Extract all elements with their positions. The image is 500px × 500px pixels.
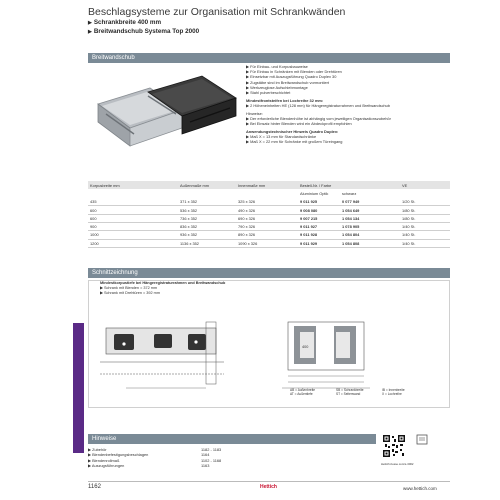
table-cell: 1 054 804: [342, 232, 360, 238]
col-header: [340, 181, 400, 189]
hint-item: ▶ Bei Einsatz hinter Blenden wird ein Abdeckprofil empfohlen: [246, 121, 352, 127]
min-item: ▶ 2 Höheneinheiten HE (128 mm) für Hängeregistraturrahmen und Breitwandschub: [246, 102, 391, 108]
table-cell: 1 054 649: [342, 207, 360, 213]
feature-item: ▶ Für Einbau- und Korpusbauweise: [246, 64, 308, 69]
table-cell: 1/40 St.: [402, 232, 416, 238]
tech-item: ▶ Maß X = 13 mm für Standardschränke: [246, 133, 317, 139]
table-cell: 1 078 905: [342, 224, 360, 230]
table-cell: 1/40 St.: [402, 224, 416, 230]
table-cell: 9 011 925: [300, 198, 318, 204]
footer-divider: [88, 481, 450, 482]
arrow-icon: ▶: [88, 20, 92, 26]
table-header-row: [88, 181, 450, 189]
table-row: [88, 198, 450, 206]
table-cell: 9 011 927: [300, 224, 318, 230]
table-cell: 936 x 352: [180, 232, 198, 238]
side-section-drawing: [96, 300, 256, 404]
hint-item: ▶ Der erforderliche Blendenhöhe ist abhängig vom jeweiligen Organisationszubehör: [246, 115, 391, 121]
feature-item: ▶ Stahl pulverbeschichtet: [246, 90, 291, 96]
table-cell: 1000: [90, 232, 99, 238]
chapter-tab: [73, 323, 84, 453]
hinweise-list: [88, 447, 241, 469]
col-subheader: schwarz: [342, 190, 357, 196]
arrow-icon: ▶: [88, 29, 92, 35]
note-item: ▶ Schrank mit Drehtüren = 392 mm: [100, 291, 161, 296]
feature-item: ▶ Für Einbau in Schränken mit Blenden oder Drehtüren: [246, 69, 342, 75]
front-section-drawing: [272, 318, 382, 398]
table-cell: 900: [90, 224, 97, 230]
col-header: Innenmaße mm: [238, 182, 266, 188]
subtitle-1: ▶ Schrankbreite 400 mm: [88, 19, 162, 26]
drawing-note: Mindestkorpustiefe bei Hängeregistraturrahmen und Breitwandschub ▶ Schrank mit Blenden = 372 mm ▶ Schrank mit Drehtüren = 392 mm: [100, 281, 226, 296]
qr-label: Hettich-hesse.com/s-3002: [381, 462, 414, 466]
table-cell: 736 x 352: [180, 215, 198, 221]
brand-logo: Hettich: [260, 484, 277, 490]
col-header: VE: [402, 182, 408, 188]
table-subheader-row: [88, 189, 450, 197]
qr-code-icon[interactable]: [382, 434, 406, 458]
product-images: [90, 64, 240, 174]
drawing-legend: AB = Außenbreite SB = Schrankbreite IB = Innenbreite AT = Außentiefe ST = Seitenwand X = Lochreihe: [290, 388, 405, 397]
note-item: ▶ Schrank mit Blenden = 372 mm: [100, 286, 158, 291]
table-cell: 1090 x 326: [238, 240, 258, 246]
table-row: [88, 214, 450, 222]
hinweis-row: ▶ Blendenrollmaß 1102 - 1168: [88, 457, 222, 463]
table-cell: 690 x 326: [238, 215, 256, 221]
table-cell: 890 x 326: [238, 232, 256, 238]
table-cell: 1200: [90, 240, 99, 246]
hint-title: Hinweise:: [246, 110, 263, 116]
table-cell: 1 054 134: [342, 215, 360, 221]
table-cell: 9 011 928: [300, 232, 318, 238]
col-header: Korpusbreite mm: [90, 182, 120, 188]
table-cell: 536 x 352: [180, 207, 198, 213]
col-header: Bestell-Nr. / Farbe: [300, 182, 332, 188]
feature-item: ▶ Werkzeuglose Aufschiebmontage: [246, 84, 308, 90]
table-row: [88, 206, 450, 214]
table-cell: 435: [90, 198, 97, 204]
col-subheader: Aluminium Optik: [300, 190, 329, 196]
table-cell: 371 x 352: [180, 198, 198, 204]
document-icon: [416, 434, 428, 445]
hinweis-row: ▶ Zubehör 1182 - 1183: [88, 447, 222, 452]
table-cell: 1/80 St.: [402, 207, 416, 213]
table-cell: 325 x 326: [238, 198, 256, 204]
table-cell: 600: [90, 207, 97, 213]
col-header: Außenmaße mm: [180, 182, 209, 188]
box-label: 400: [302, 345, 309, 349]
table-cell: 1/20 St.: [402, 198, 416, 204]
table-cell: 9 008 080: [300, 207, 318, 213]
table-cell: 1/40 St.: [402, 240, 416, 246]
table-cell: 1136 x 352: [180, 240, 199, 246]
section-bar-hinweise: Hinweise: [88, 434, 376, 444]
table-row: [88, 239, 450, 247]
table-cell: 600: [90, 215, 97, 221]
table-cell: 1/80 St.: [402, 215, 416, 221]
hinweis-row: ▶ Blendenbefestigungsbeschlagen 1164: [88, 452, 210, 458]
feature-item: ▶ Einsetzbar mit Auszugsführung Quadro Duplex 30: [246, 74, 337, 80]
website-link[interactable]: www.hettich.com: [403, 486, 437, 491]
tech-item: ▶ Maß X = 22 mm für Schränke mit großem Türeingang: [246, 139, 343, 145]
table-cell: 790 x 326: [238, 224, 256, 230]
table-cell: 836 x 352: [180, 224, 198, 230]
min-title: Mindestfrontsteifen bei Lochreihe 32 mm:: [246, 97, 324, 103]
feature-item: ▶ Zugstäbe sind im Breitwandschub vormontiert: [246, 79, 330, 85]
table-cell: 0 077 949: [342, 198, 360, 204]
subtitle-2: ▶ Breitwandschub Systema Top 2000: [88, 28, 200, 35]
table-cell: 490 x 326: [238, 207, 256, 213]
table-row: [88, 222, 450, 230]
page-number: 1162: [88, 484, 101, 490]
page-title: Beschlagsysteme zur Organisation mit Schrankwänden: [88, 6, 346, 18]
feature-list: [246, 64, 446, 144]
table-cell: 9 007 215: [300, 215, 318, 221]
table-cell: 9 011 929: [300, 240, 318, 246]
tech-title: Anwendungstechnischer Hinweis Quadro Duplex:: [246, 128, 339, 134]
table-cell: 1 054 808: [342, 240, 360, 246]
table-row: [88, 231, 450, 239]
spec-table: [88, 181, 450, 248]
section-bar-schnittzeichnung: Schnittzeichnung: [88, 268, 450, 278]
section-bar-breitwandschub: Breitwandschub: [88, 53, 450, 63]
hinweis-row: ▶ Auszugsführungen 1163: [88, 463, 210, 469]
